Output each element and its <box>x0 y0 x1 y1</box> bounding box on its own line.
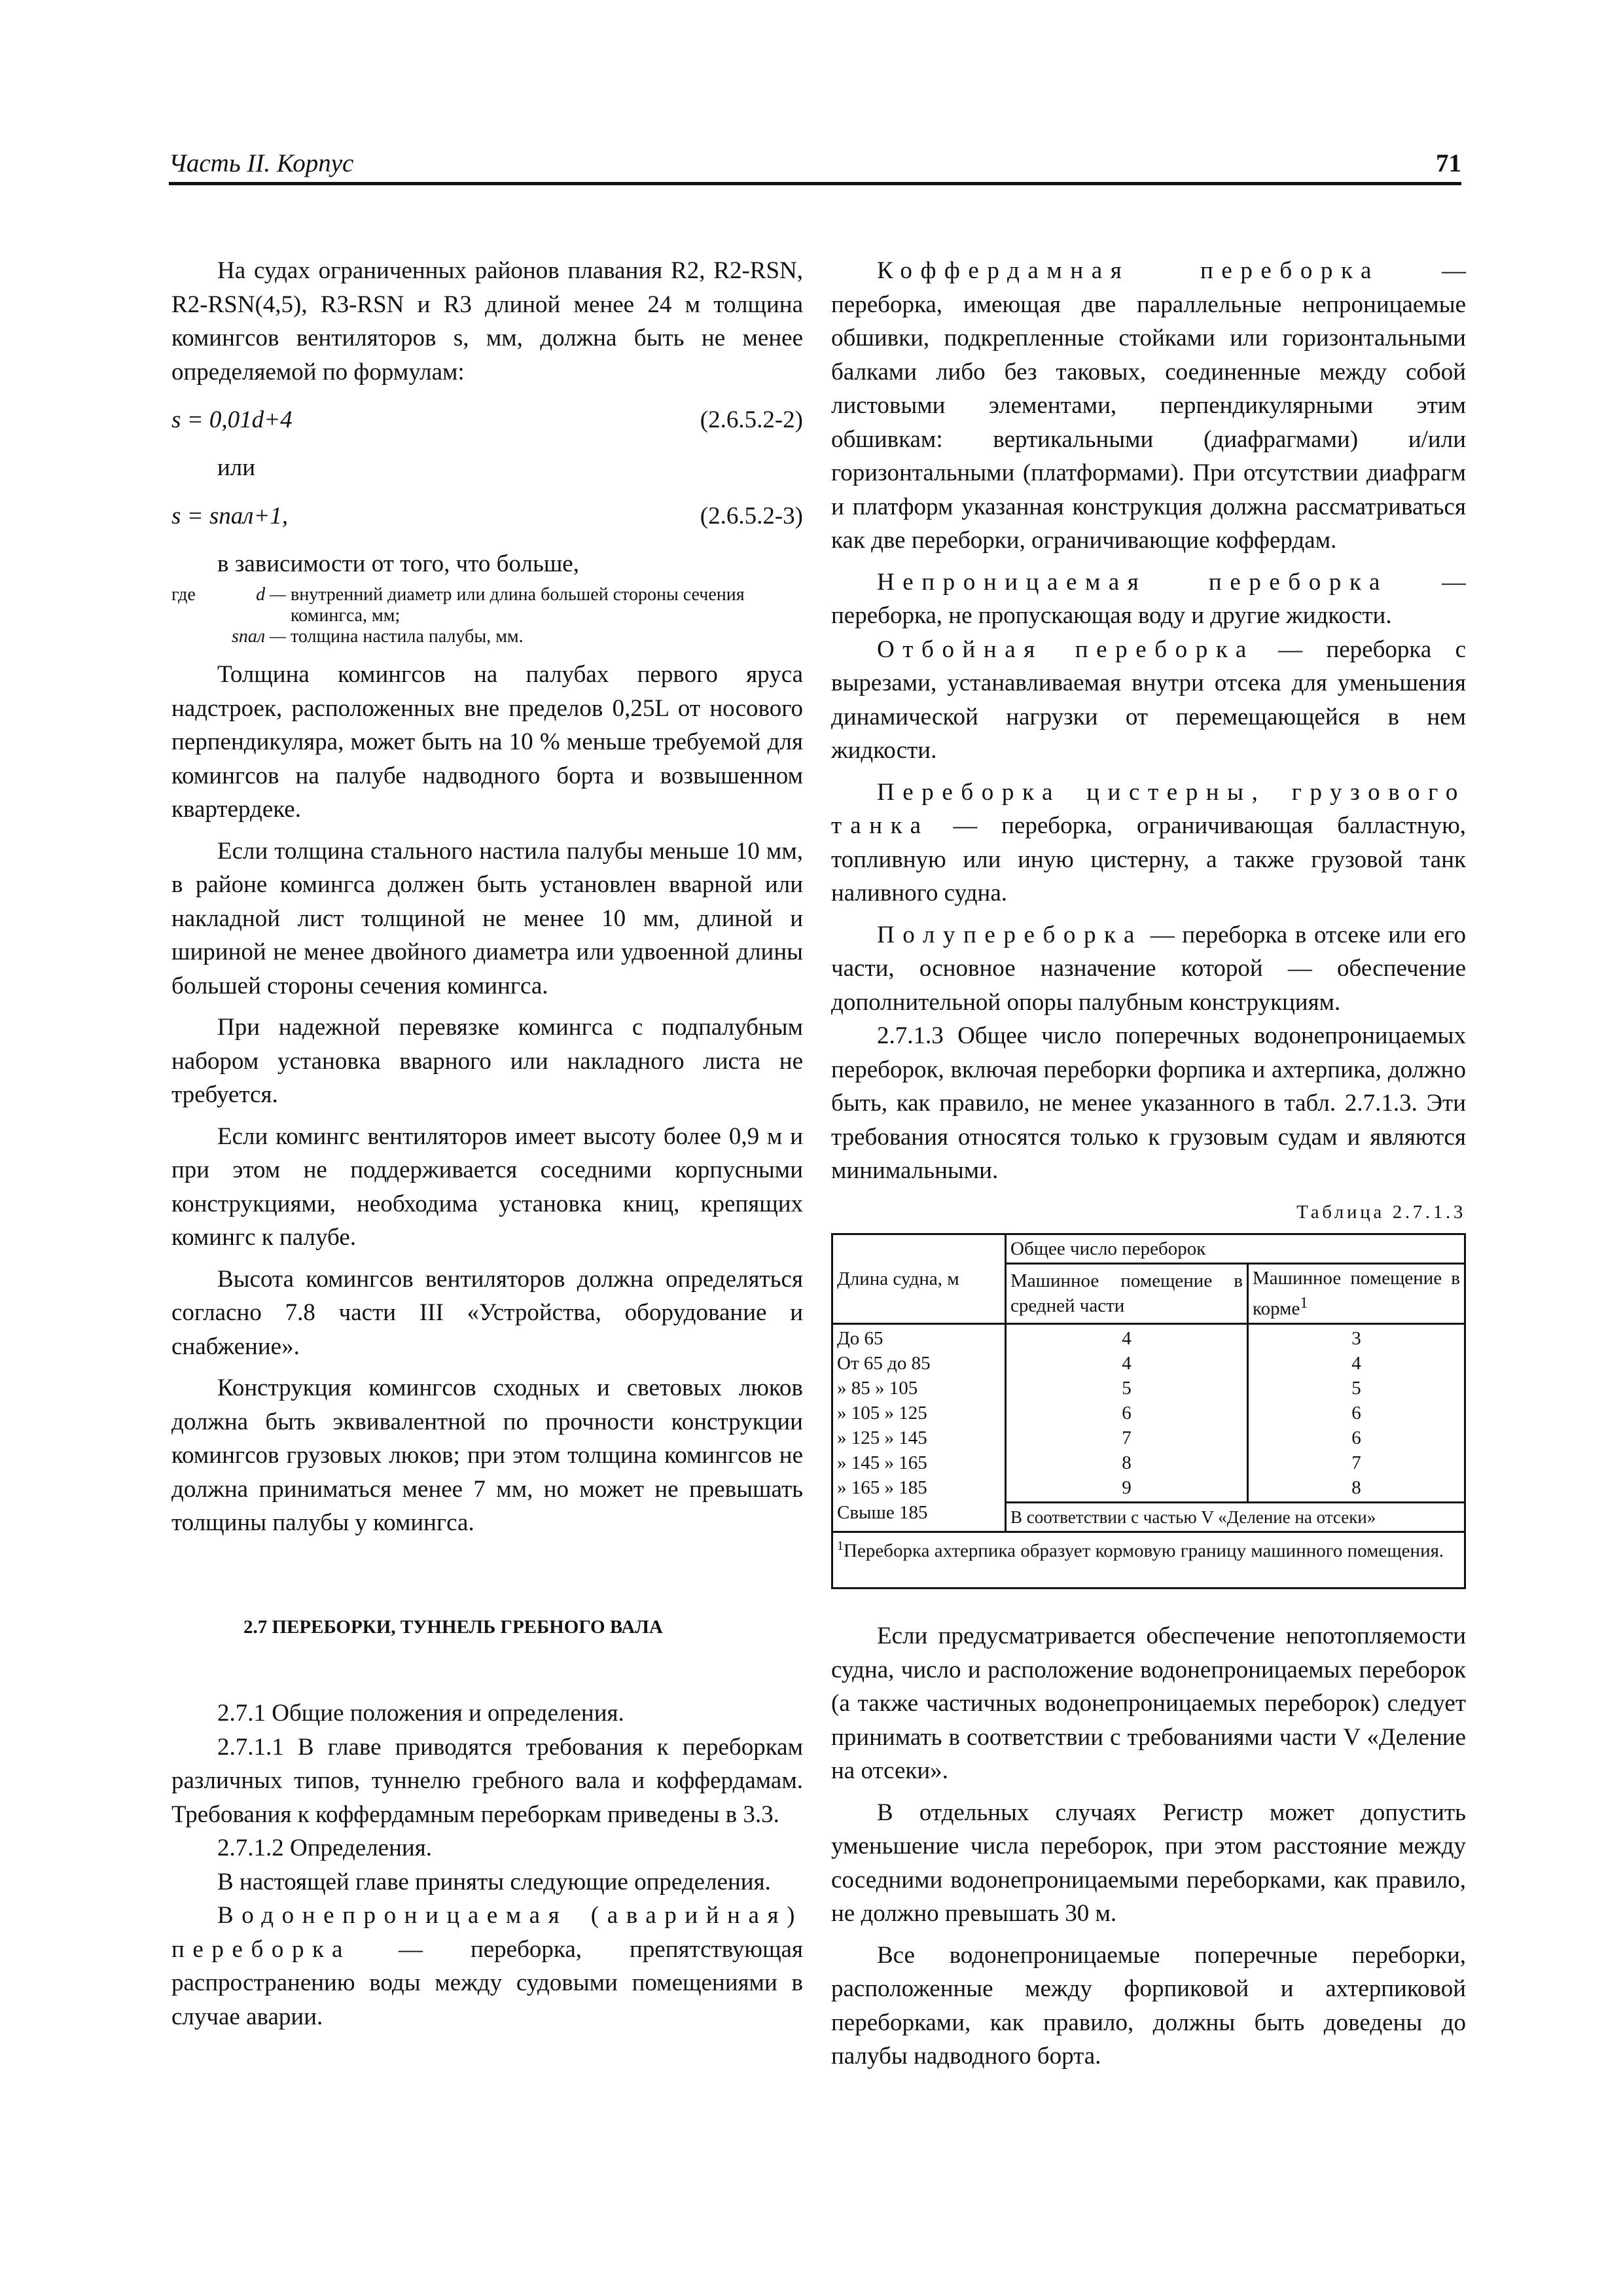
table-column-aft: 3 4 5 6 6 7 8 <box>1248 1323 1465 1502</box>
table-caption: Таблица 2.7.1.3 <box>1296 1201 1466 1223</box>
definition-term: Полупереборка <box>877 921 1143 948</box>
footnote-text: Переборка ахтерпика образует кормовую границу машинного помещения. <box>844 1540 1444 1562</box>
formula-number: (2.6.5.2-3) <box>700 502 803 529</box>
where-label: где <box>171 584 196 605</box>
paragraph: Если комингс вентиляторов имеет высоту более 0,9 м и при этом не поддерживается соседними корпусными конструкциями, необходима установка книц, крепящих комингс к палубе. <box>171 1122 803 1251</box>
definition-term: Переборка цистерны, грузового танка <box>831 778 1466 839</box>
table-header-aft <box>1248 1264 1465 1324</box>
definition-term: Коффердамная переборка <box>877 257 1380 284</box>
table-cell-over185: В соответствии с частью V «Деление на отсеки» <box>1006 1502 1465 1532</box>
definition-text: — переборка, не пропускающая воду и другие жидкости. <box>831 568 1466 629</box>
paragraph: Если толщина стального настила палубы меньше 10 мм, в районе комингса должен быть установлен вварной или накладной лист толщиной не менее 10 мм, длиной и шириной не менее двойного диаметра или удвоенной длины большей стороны сечения комингса. <box>171 837 803 999</box>
paragraph: Толщина комингсов на палубах первого яруса надстроек, расположенных вне пределов 0,25L от носового перпендикуляра, может быть на 10 % меньше требуемой для комингсов на палубе надводного борта и возвышенном квартердеке. <box>171 661 803 823</box>
bulkhead-table <box>831 1233 1466 1589</box>
paragraph: Высота комингсов вентиляторов должна определяться согласно 7.8 части III «Устройства, оборудование и снабжение». <box>171 1265 803 1360</box>
definition-text: — переборка, препятствующая распространению воды между судовыми помещениями в случае аварии. <box>171 1935 803 2030</box>
subsection-heading: 2.7.1.2 Определения. <box>217 1835 432 1861</box>
page-header <box>169 140 1461 185</box>
symbol-definition: внутренний диаметр или длина большей стороны сечения комингса, мм; <box>291 584 745 626</box>
definition-text: — переборка с вырезами, устанавливаемая внутри отсека для уменьшения динамической нагрузки от перемещающейся в нем жидкости. <box>831 636 1466 764</box>
table-footnote <box>832 1532 1465 1588</box>
definition <box>831 633 1466 768</box>
left-column <box>171 254 803 2034</box>
paragraph: В настоящей главе приняты следующие определения. <box>217 1868 771 1895</box>
paragraph: Все водонепроницаемые поперечные переборки, расположенные между форпиковой и ахтерпиковой переборками, как правило, должны быть доведены до палубы надводного борта. <box>831 1941 1466 2070</box>
symbol-definition: толщина настила палубы, мм. <box>291 626 524 647</box>
definition <box>831 254 1466 558</box>
table-header-length: Длина судна, м <box>832 1234 1006 1324</box>
symbol: d — <box>256 584 286 605</box>
formula <box>171 499 803 533</box>
definition <box>831 776 1466 910</box>
section-title: 2.7 ПЕРЕБОРКИ, ТУННЕЛЬ ГРЕБНОГО ВАЛА <box>243 1616 663 1638</box>
paragraph: 2.7.1.1 В главе приводятся требования к переборкам различных типов, туннелю гребного вала и коффердамам. Требования к коффердамным переборкам приведены в 3.3. <box>171 1733 803 1828</box>
footnote-mark: 1 <box>1300 1294 1308 1312</box>
paragraph: 2.7.1.3 Общее число поперечных водонепроницаемых переборок, включая переборки форпика и ахтерпика, должно быть, как правило, не менее указанного в табл. 2.7.1.3. Эти требования относятся только к грузовым судам и являются минимальными. <box>831 1022 1466 1184</box>
table-header-aft-text: Машинное помещение в корме <box>1253 1268 1460 1319</box>
symbol: sпал — <box>231 626 286 647</box>
connector-text: или <box>217 454 256 481</box>
right-column <box>831 254 1466 2073</box>
paragraph: В отдельных случаях Регистр может допустить уменьшение числа переборок, при этом расстояние между соседними водонепроницаемыми переборками, как правило, не должно превышать 30 м. <box>831 1799 1466 1928</box>
table-column-mid: 4 4 5 6 7 8 9 <box>1006 1323 1248 1502</box>
footnote-mark: 1 <box>837 1538 844 1553</box>
paragraph: На судах ограниченных районов плавания R2, R2-RSN, R2-RSN(4,5), R3-RSN и R3 длиной менее 24 м толщина комингсов вентиляторов s, мм, должна быть не менее определяемой по формулам: <box>171 257 803 386</box>
formula-number: (2.6.5.2-2) <box>700 406 803 433</box>
definition-term: Водонепроницаемая (аварийная) переборка <box>171 1902 803 1963</box>
formula-text: s = sпал+1, <box>171 502 289 529</box>
definition <box>171 1899 803 2034</box>
page-number: 71 <box>1436 149 1461 177</box>
definition-term: Непроницаемая переборка <box>877 568 1388 596</box>
table-header-total: Общее число переборок <box>1006 1234 1465 1264</box>
table-header-mid: Машинное помещение в средней части <box>1006 1264 1248 1324</box>
definition-text: — переборка в отсеке или его части, основное назначение которой — обеспечение дополнительной опоры палубным конструкциям. <box>831 921 1466 1016</box>
definition-text: — переборка, имеющая две параллельные непроницаемые обшивки, подкрепленные стойками или горизонтальными балками либо без таковых, соединенные между собой листовыми элементами, перпендикулярными этим обшивкам: вертикальными (диафрагмами) и/или горизонтальными (платформами). При отсутствии диафрагм и платформ указанная конструкция должна рассматриваться как две переборки, ограничивающие коффердам. <box>831 257 1466 554</box>
definition <box>831 565 1466 633</box>
running-title: Часть II. Корпус <box>169 149 354 177</box>
paragraph: в зависимости от того, что больше, <box>217 550 579 577</box>
paragraph: Если предусматривается обеспечение непотопляемости судна, число и расположение водонепроницаемых переборок (а также частичных водонепроницаемых переборок) следует принимать в соответствии с требованиями части V «Деление на отсеки». <box>831 1623 1466 1785</box>
paragraph: Конструкция комингсов сходных и световых люков должна быть эквивалентной по прочности конструкции комингсов грузовых люков; при этом толщина комингсов не должна приниматься менее 7 мм, но может не превышать толщины палубы у комингса. <box>171 1374 803 1536</box>
definition-text: — переборка, ограничивающая балластную, топливную или иную цистерну, а также грузовой танк наливного судна. <box>831 812 1466 906</box>
formula-text: s = 0,01d+4 <box>171 406 293 433</box>
definition <box>831 918 1466 1020</box>
symbol-legend <box>171 584 803 647</box>
table-column-length: До 65 От 65 до 85 » 85 » 105 » 105 » 125 » 125 » 145 » 145 » 165 » 165 » 185 Свыше 185 <box>832 1323 1006 1532</box>
definition-term: Отбойная переборка <box>877 636 1255 663</box>
formula <box>171 403 803 437</box>
paragraph: При надежной перевязке комингса с подпалубным набором установка вварного или накладного листа не требуется. <box>171 1014 803 1108</box>
subsection-heading: 2.7.1 Общие положения и определения. <box>217 1700 624 1727</box>
